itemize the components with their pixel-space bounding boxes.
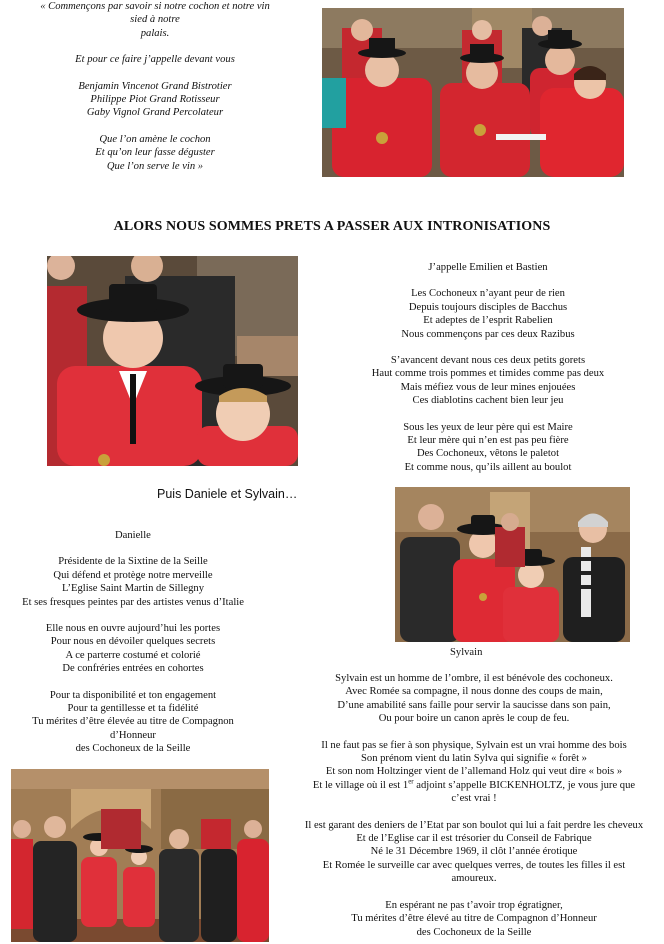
poem-line: Ou pour boire un canon après le coup de feu. (378, 713, 570, 725)
poem-line: Et leur mère qui n’en est pas peu fière (407, 435, 569, 447)
poem-line: Et adeptes de l’esprit Rabelien (423, 315, 553, 327)
poem-line: L’Eglise Saint Martin de Sillegny (61, 583, 205, 595)
intro-line: palais. (140, 27, 170, 39)
section-heading-puis: Puis Daniele et Sylvain… (157, 487, 298, 501)
poem-name: Danielle (115, 530, 151, 541)
poem-line: D’une amabilité sans faille pour servir la saucisse dans son pain, (337, 699, 611, 711)
poem-line: Il est garant des deniers de l’Etat par son boulot qui lui a fait perdre les cheveux (304, 819, 644, 831)
officer-line: Gaby Vignol Grand Percolateur (86, 107, 224, 119)
poem-line: Et Romée le surveille car avec quelques verres, de toutes les filles il est (322, 859, 626, 871)
poem-line: amoureux. (451, 873, 497, 885)
poem-line: En espérant ne pas t’avoir trop égratigner, (385, 899, 563, 911)
poem-emilien-bastien (312, 261, 664, 474)
officer-line: Benjamin Vincenot Grand Bistrotier (78, 80, 232, 92)
poem-line: Et son nom Holtzinger vient de l’allemand Holz qui veut dire « bois » (325, 766, 623, 778)
poem-line: d’Honneur (110, 729, 156, 741)
intro-line: Et pour ce faire j’appelle devant vous (75, 54, 235, 66)
intro-line: Que l’on serve le vin » (106, 160, 204, 172)
poem-line: Les Cochoneux n’ayant peur de rien (411, 288, 565, 300)
poem-line: Pour ta disponibilité et ton engagement (49, 689, 217, 701)
poem-line: A ce parterre costumé et colorié (65, 649, 201, 661)
intro-line: sied à notre (130, 14, 180, 26)
poem-line: Et ses fresques peintes par des artistes venus d’Italie (22, 596, 244, 608)
poem-line: Il ne faut pas se fier à son physique, Sylvain est un vrai homme des bois (321, 739, 627, 751)
poem-danielle (0, 529, 266, 756)
poem-line: Pour ta gentillesse et ta fidélité (67, 703, 199, 715)
ordinal-suffix: er (408, 777, 414, 786)
poem-line: Et comme nous, qu’ils aillent au boulot (404, 461, 572, 473)
poem-line: Tu mérites d’être élevée au titre de Compagnon (32, 716, 234, 728)
poem-line: Depuis toujours disciples de Bacchus (408, 301, 568, 313)
poem-sylvain (284, 672, 664, 939)
photo-tasting (322, 8, 624, 177)
intro-line: Que l’on amène le cochon (99, 133, 211, 145)
poem-intro: J’appelle Emilien et Bastien (428, 262, 548, 273)
poem-line: Sylvain est un homme de l’ombre, il est bénévole des cochoneux. (335, 673, 613, 684)
village-text-a: Et le village où il est 1 (312, 779, 409, 791)
poem-line: De confréries entrées en cohortes (62, 663, 204, 675)
photo-emilien-bastien (47, 256, 298, 466)
photo-church-group (11, 769, 269, 942)
poem-line: Et de l’Eglise car il est trésorier du Conseil de Fabrique (356, 833, 592, 845)
photo-sylvain-group (395, 487, 630, 642)
poem-sylvain-name: Sylvain (450, 647, 483, 658)
intro-line: « Commençons par savoir si notre cochon et notre vin (40, 1, 270, 12)
poem-line: Haut comme trois pommes et timides comme pas deux (371, 368, 605, 380)
poem-line: Sous les yeux de leur père qui est Maire (403, 421, 573, 433)
poem-line: Nous commençons par ces deux Razibus (401, 328, 575, 340)
poem-line: des Cochoneux de la Seille (75, 743, 191, 755)
poem-line: Né le 31 Décembre 1969, il clôt l’année érotique (370, 846, 578, 858)
poem-line: Qui défend et protège notre merveille (53, 569, 213, 581)
poem-line: c’est vrai ! (451, 793, 497, 805)
poem-line: Son prénom vient du latin Sylva qui signifie « forêt » (361, 753, 587, 765)
poem-line-village (284, 779, 664, 792)
intro-line: Et qu’on leur fasse déguster (95, 147, 215, 159)
poem-line: Tu mérites d’être élevé au titre de Compagnon d’Honneur (351, 913, 597, 925)
poem-line: Des Cochoneux, vêtons le paletot (416, 448, 560, 460)
poem-line: des Cochoneux de la Seille (416, 926, 532, 938)
village-text-b: adjoint s’appelle BICKENHOLTZ, je vous jure que (413, 779, 636, 791)
poem-line: Pour nous en dévoiler quelques secrets (50, 636, 216, 648)
poem-line: Elle nous en ouvre aujourd’hui les portes (45, 623, 221, 635)
poem-line: Ces diablotins cachent bien leur jeu (412, 395, 564, 407)
poem-line: Avec Romée sa compagne, il nous donne des coups de main, (345, 686, 603, 698)
poem-line: Mais méfiez vous de leur mines enjouées (400, 381, 576, 393)
poem-line: Présidente de la Sixtine de la Seille (58, 556, 208, 568)
officer-line: Philippe Piot Grand Rotisseur (90, 94, 220, 106)
page-title: ALORS NOUS SOMMES PRETS A PASSER AUX INTRONISATIONS (113, 219, 551, 234)
poem-line: S’avancent devant nous ces deux petits gorets (390, 355, 586, 367)
intro-text (14, 0, 296, 173)
